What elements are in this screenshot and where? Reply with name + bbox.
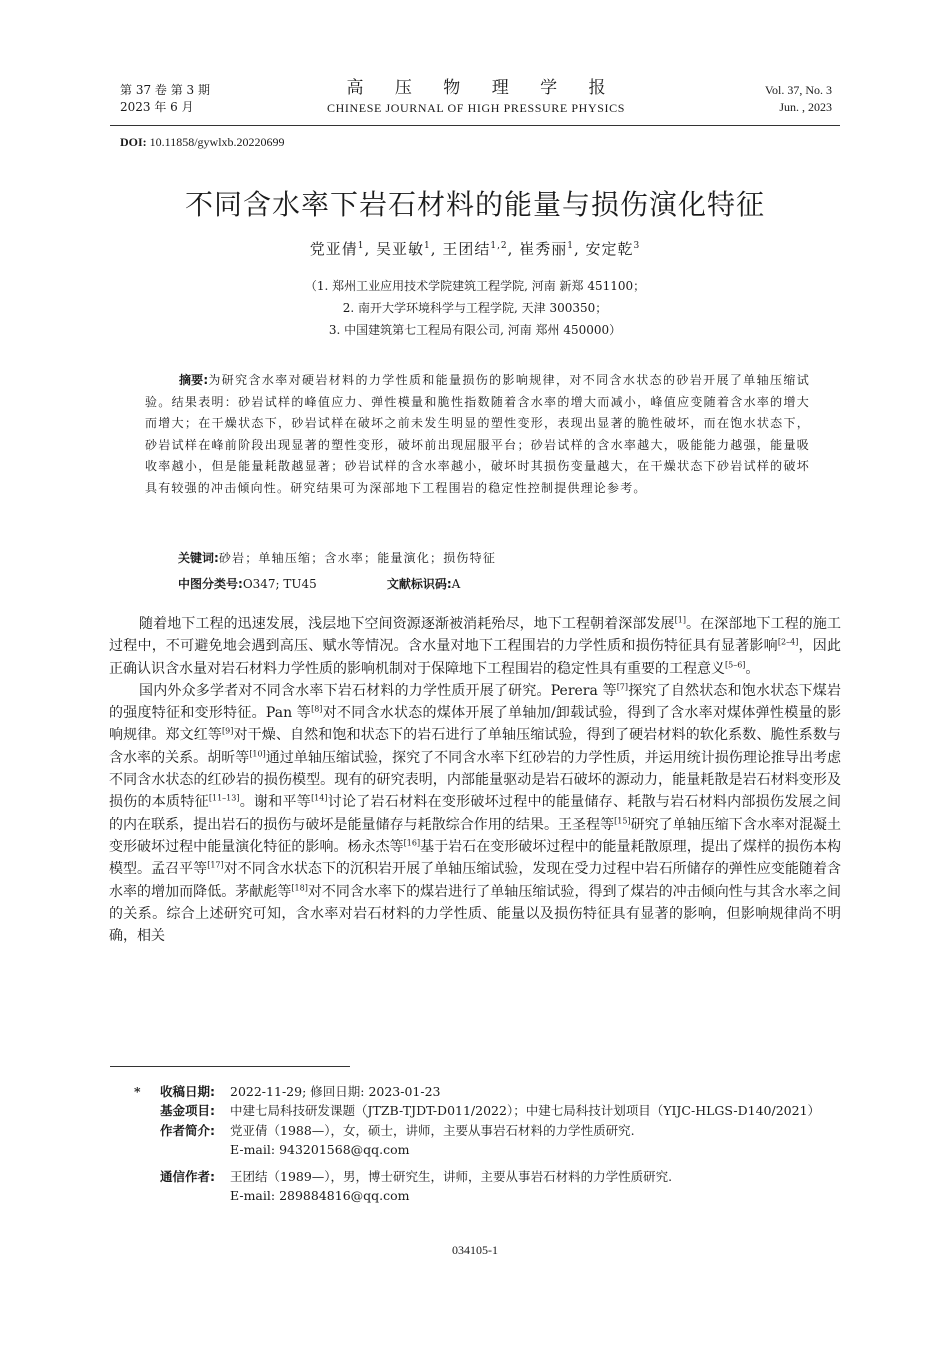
citation-ref[interactable]: [5–6] <box>725 659 746 669</box>
funding-value: 中建七局科技研发课题（JTZB-TJDT-D011/2022）；中建七局科技计划项目（YIJC-HLGS-D140/2021） <box>230 1103 821 1119</box>
affiliation-1: （1. 郑州工业应用技术学院建筑工程学院, 河南 新郑 451100； <box>304 279 646 293</box>
body-text-run: 。在深部地下工程的施工过程中，不可避免地会遇到高压、赋水等情况。含水量对地下工程围岩的力学性质和损伤特征具有显著影响 <box>109 616 841 655</box>
keywords <box>178 549 496 566</box>
funding-label: 基金项目: <box>160 1103 215 1119</box>
doi-link[interactable]: 10.11858/gywlxb.20220699 <box>149 135 285 149</box>
doc-code-label: 文献标识码: <box>386 577 452 591</box>
author-bio-label: 作者简介: <box>160 1122 215 1138</box>
author-name: 崔秀丽 <box>519 240 568 258</box>
keywords-label: 关键词: <box>178 551 219 565</box>
affiliation-3: 3. 中国建筑第七工程局有限公司, 河南 郑州 450000） <box>328 323 622 337</box>
author-affiliation-mark: 1 <box>357 241 365 251</box>
footnote-star: * <box>134 1084 141 1099</box>
body-text-run: 研究了单轴压缩下含水率对混凝土变形破坏过程中能量演化特征的影响。杨永杰等 <box>109 816 842 855</box>
author-affiliation-mark: 1 <box>424 241 431 251</box>
citation-ref[interactable]: [15] <box>614 816 631 826</box>
body-paragraph-2 <box>109 680 841 948</box>
header-date-en: Jun. , 2023 <box>779 100 832 114</box>
received-value: 2022-11-29; 修回日期: 2023-01-23 <box>230 1084 441 1099</box>
body-text-run: 。 <box>745 660 760 677</box>
author-affiliation-mark: 3 <box>633 241 641 251</box>
doc-code-value: A <box>451 577 461 591</box>
affiliation-2: 2. 南开大学环境科学与工程学院, 天津 300350； <box>342 301 608 315</box>
body-paragraph-1 <box>109 613 841 680</box>
author-email[interactable]: E-mail: 943201568@qq.com <box>230 1141 410 1157</box>
body-text-run: 国内外众多学者对不同含水率下岩石材料的力学性质开展了研究。Perera 等 <box>139 682 617 699</box>
paper-title: 不同含水率下岩石材料的能量与损伤演化特征 <box>184 188 765 221</box>
header-journal <box>120 78 832 117</box>
footnotes <box>120 1082 820 1206</box>
journal-name-cn: 高 压 物 理 学 报 <box>346 78 619 98</box>
author-name: 党亚倩 <box>309 240 358 258</box>
body-text-run: 。谢和平等 <box>239 794 312 811</box>
running-header <box>120 78 832 120</box>
citation-ref[interactable]: [7] <box>616 682 629 692</box>
doi-label: DOI: <box>120 135 147 149</box>
body-text-run: 探究了自然状态和饱水状态下煤岩的强度特征和变形特征。Pan 等 <box>109 682 842 722</box>
citation-ref[interactable]: [10] <box>249 749 266 759</box>
affiliations <box>0 275 950 341</box>
header-divider <box>110 125 840 126</box>
abstract-text: 为研究含水率对硬岩材料的力学性质和能量损伤的影响规律，对不同含水状态的砂岩开展了单轴压缩试验。结果表明：砂岩试样的峰值应力、弹性模量和脆性指数随着含水率的增大而减小，峰值应变随着含水率的增大而增大；在干燥状态下，砂岩试样在破坏之前未发生明显的塑性变形，表现出显著的脆性破坏，而在饱水状态下，砂岩试样在峰前阶段出现显著的塑性变形，破坏前出现屈服平台；砂岩试样的含水率越大，吸能能力越强，能量吸收率越小，但是能量耗散越显著；砂岩试样的含水率越小，破坏时其损伤变量越大，在干燥状态下砂岩试样的破坏具有较强的冲击倾向性。研究结果可为深部地下工程围岩的稳定性控制提供理论参考。 <box>145 373 810 495</box>
author-affiliation-mark: 1 <box>567 241 574 251</box>
header-volume-cn: 第 37 卷 第 3 期 <box>120 83 210 97</box>
body-text-run: 对不同含水率下的煤岩进行了单轴压缩试验，得到了煤岩的冲击倾向性与其含水率之间的关系。综合上述研究可知，含水率对岩石材料的力学性质、能量以及损伤特征具有显著的影响，但影响规律尚不明确，相关 <box>109 883 842 945</box>
citation-ref[interactable]: [8] <box>311 704 323 714</box>
citation-ref[interactable]: [17] <box>207 860 224 870</box>
body-text-run: 基于岩石在变形破坏过程中的能量耗散原理，提出了煤样的损伤本构模型。孟召平等 <box>109 838 842 878</box>
citation-ref[interactable]: [9] <box>222 726 234 736</box>
doi <box>120 135 285 150</box>
received-label: 收稿日期: <box>160 1084 215 1099</box>
header-volume-en: Vol. 37, No. 3 <box>764 83 832 97</box>
body-text-run: ，因此正确认识含水量对岩石材料力学性质的影响机制对于保障地下工程围岩的稳定性具有重要的工程意义 <box>109 638 842 677</box>
citation-ref[interactable]: [18] <box>291 882 308 892</box>
citation-ref[interactable]: [11–13] <box>208 793 240 803</box>
body-text-run: 对不同含水状态下的沉积岩开展了单轴压缩试验，发现在受力过程中岩石所储存的弹性应变能随着含水率的增加而降低。茅献彪等 <box>109 861 841 900</box>
abstract-label: 摘要: <box>179 373 209 387</box>
citation-ref[interactable]: [16] <box>403 838 421 848</box>
clc-label: 中图分类号: <box>178 577 243 591</box>
clc-value: O347; TU45 <box>242 577 317 591</box>
author-name: 安定乾 <box>585 240 634 258</box>
body-text <box>109 613 841 947</box>
author-affiliation-mark: 1,2 <box>490 241 508 251</box>
citation-ref[interactable]: [2–4] <box>777 637 799 647</box>
header-right <box>765 82 832 116</box>
corresponding-author-label: 通信作者: <box>160 1169 215 1185</box>
keywords-text: 砂岩；单轴压缩；含水率；能量演化；损伤特征 <box>218 551 497 565</box>
body-text-run: 随着地下工程的迅速发展，浅层地下空间资源逐渐被消耗殆尽，地下工程朝着深部发展 <box>139 616 675 632</box>
body-text-run: 对干燥、自然和饱和状态下的岩石进行了单轴压缩试验，得到了硬岩材料的软化系数、脆性系数与含水率的关系。胡昕等 <box>109 727 842 766</box>
author-bio-value: 党亚倩（1988—），女，硕士，讲师，主要从事岩石材料的力学性质研究. <box>230 1122 635 1138</box>
citation-ref[interactable]: [14] <box>311 793 328 803</box>
body-text-run: 讨论了岩石材料在变形破坏过程中的能量储存、耗散与岩石材料内部损伤发展之间的内在联系，提出岩石的损伤与破坏是能量储存与耗散综合作用的结果。王圣程等 <box>109 794 842 833</box>
author-name: 王团结 <box>442 240 491 258</box>
abstract <box>145 370 810 499</box>
journal-name-en: CHINESE JOURNAL OF HIGH PRESSURE PHYSICS <box>327 101 625 115</box>
page-number: 034105-1 <box>452 1243 498 1257</box>
body-text-run: 对不同含水状态的煤体开展了单轴加/卸载试验，得到了含水率对煤体弹性模量的影响规律。郑文红等 <box>109 705 841 744</box>
citation-ref[interactable]: [1] <box>674 615 686 625</box>
corresponding-author-email[interactable]: E-mail: 289884816@qq.com <box>230 1188 410 1204</box>
header-date-cn: 2023 年 6 月 <box>120 100 194 114</box>
author-name: 吴亚敏 <box>376 240 425 258</box>
author-list: 党亚倩$^1$, 吴亚敏$^1$, 王团结$^{1,2}$, 崔秀丽$^1$, 安定乾$^3$ <box>309 240 641 258</box>
body-text-run: 通过单轴压缩试验，探究了不同含水率下红砂岩的力学性质，并运用统计损伤理论推导出考虑不同含水状态的红砂岩的损伤模型。现有的研究表明，内部能量驱动是岩石破坏的源动力，能量耗散是岩石材料变形及损伤的本质特征 <box>109 749 842 811</box>
footnote-divider <box>110 1066 350 1067</box>
corresponding-author-value: 王团结（1989—），男，博士研究生，讲师，主要从事岩石材料的力学性质研究. <box>230 1169 673 1185</box>
classification <box>178 575 460 592</box>
